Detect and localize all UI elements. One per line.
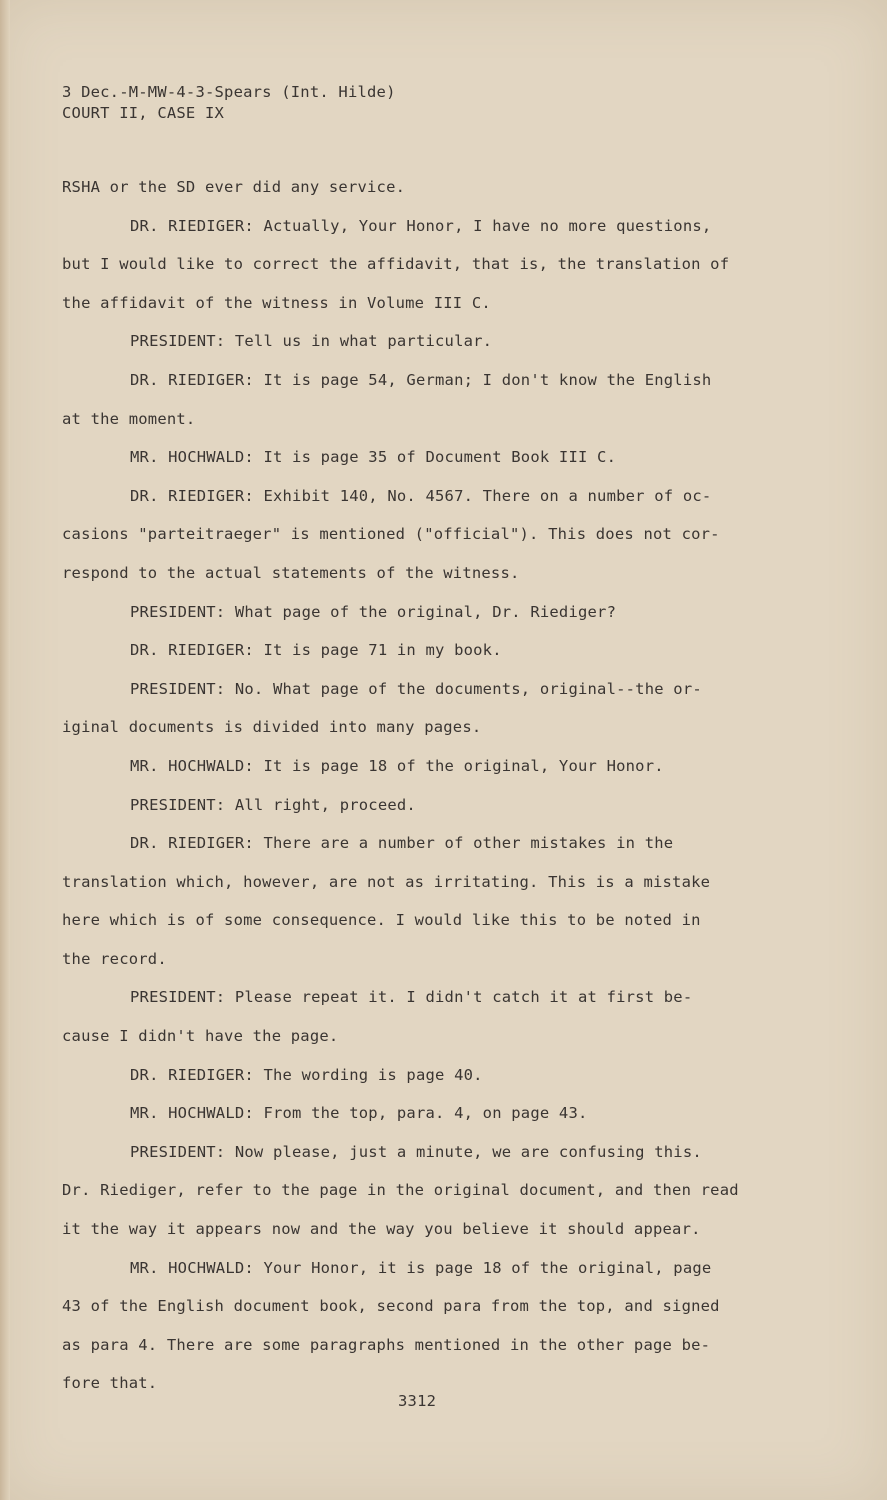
- text-line: DR. RIEDIGER: Exhibit 140, No. 4567. There on a number of oc-: [130, 486, 712, 505]
- text-line: PRESIDENT: Tell us in what particular.: [130, 332, 493, 351]
- text-line: DR. RIEDIGER: Actually, Your Honor, I have no more questions,: [130, 216, 712, 235]
- text-line: RSHA or the SD ever did any service.: [62, 178, 406, 196]
- text-line: MR. HOCHWALD: From the top, para. 4, on page 43.: [130, 1104, 588, 1123]
- text-line: Dr. Riediger, refer to the page in the original document, and then read: [62, 1181, 739, 1200]
- text-line: MR. HOCHWALD: Your Honor, it is page 18 of the original, page: [130, 1258, 712, 1277]
- text-line: as para 4. There are some paragraphs mentioned in the other page be-: [62, 1335, 711, 1354]
- text-line: MR. HOCHWALD: It is page 35 of Document Book III C.: [130, 448, 617, 467]
- header-line-2: COURT II, CASE IX: [62, 104, 225, 122]
- text-line: PRESIDENT: All right, proceed.: [130, 795, 416, 814]
- transcript-body: [62, 174, 842, 1409]
- text-line: the affidavit of the witness in Volume III C.: [62, 293, 491, 312]
- text-line: cause I didn't have the page.: [62, 1027, 339, 1046]
- text-line: DR. RIEDIGER: It is page 54, German; I don't know the English: [130, 370, 712, 389]
- text-line: DR. RIEDIGER: The wording is page 40.: [130, 1065, 483, 1084]
- text-line: the record.: [62, 949, 167, 968]
- text-line: MR. HOCHWALD: It is page 18 of the original, Your Honor.: [130, 756, 664, 775]
- text-line: fore that.: [62, 1374, 158, 1393]
- text-line: PRESIDENT: Now please, just a minute, we are confusing this.: [130, 1142, 702, 1161]
- binding-edge: [0, 0, 10, 1500]
- text-line: PRESIDENT: Please repeat it. I didn't catch it at first be-: [130, 988, 693, 1007]
- text-line: but I would like to correct the affidavit, that is, the translation of: [62, 255, 730, 274]
- text-line: respond to the actual statements of the witness.: [62, 563, 520, 582]
- page-number: 3312: [398, 1392, 437, 1410]
- header-line-1: 3 Dec.-M-MW-4-3-Spears (Int. Hilde): [62, 83, 396, 101]
- text-line: PRESIDENT: No. What page of the documents, original--the or-: [130, 679, 702, 698]
- text-line: PRESIDENT: What page of the original, Dr. Riediger?: [130, 602, 617, 621]
- page-header: [62, 82, 396, 124]
- text-line: at the moment.: [62, 409, 196, 428]
- text-line: 43 of the English document book, second para from the top, and signed: [62, 1297, 720, 1316]
- text-line: casions "parteitraeger" is mentioned ("official"). This does not cor-: [62, 525, 720, 544]
- text-line: DR. RIEDIGER: There are a number of other mistakes in the: [130, 834, 674, 853]
- text-line: iginal documents is divided into many pages.: [62, 718, 482, 737]
- text-line: it the way it appears now and the way you believe it should appear.: [62, 1220, 701, 1239]
- text-line: translation which, however, are not as irritating. This is a mistake: [62, 872, 711, 891]
- text-line: here which is of some consequence. I would like this to be noted in: [62, 911, 701, 930]
- text-line: DR. RIEDIGER: It is page 71 in my book.: [130, 641, 502, 660]
